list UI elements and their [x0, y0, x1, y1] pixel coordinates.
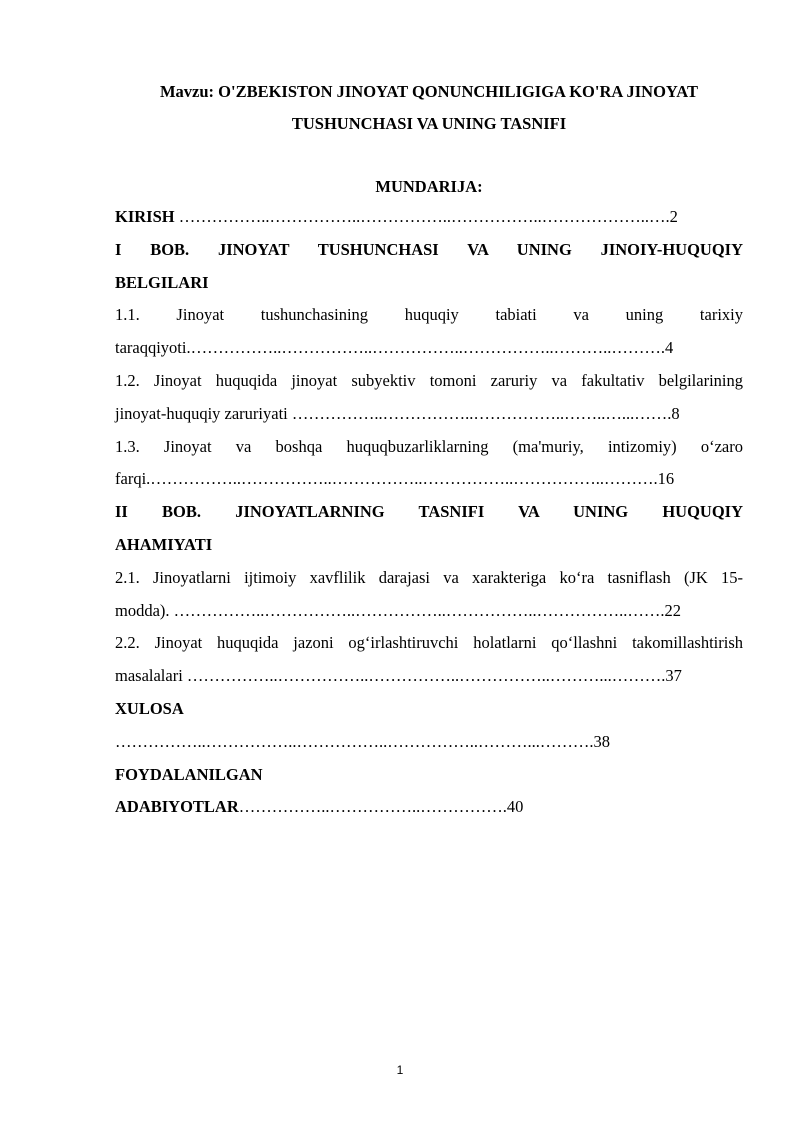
- toc-entry-line: BELGILARI: [115, 272, 209, 292]
- toc-entry-chapter-1: [115, 234, 743, 300]
- toc-entry-section-1-3: [115, 431, 743, 497]
- toc-entry-line: II BOB. JINOYATLARNING TASNIFI VA UNING HUQUQIY: [115, 502, 743, 522]
- document-title: [115, 76, 743, 140]
- toc-entry-line: 2.1. Jinoyatlarni ijtimoiy xavflilik darajasi va xarakteriga ko‘ra tasniflash (JK 15-: [115, 567, 743, 587]
- toc-entry-kirish: [115, 201, 743, 234]
- toc-entry-label: FOYDALANILGAN: [115, 764, 263, 784]
- toc-entry-line: 1.2. Jinoyat huquqida jinoyat subyektiv tomoni zaruriy va fakultativ belgilarining: [115, 370, 743, 390]
- toc-entry-line: taraqqiyoti.……………..……………..……………..……………..………..……….4: [115, 338, 674, 358]
- toc-entry-label: ADABIYOTLAR: [115, 797, 239, 817]
- toc-entry-line: jinoyat-huquqiy zaruriyati ……………..……………..……………..……..…...…….8: [115, 403, 680, 423]
- title-line-1: Mavzu: O'ZBEKISTON JINOYAT QONUNCHILIGIGA KO'RA JINOYAT: [159, 82, 699, 101]
- toc-entry-line: I BOB. JINOYAT TUSHUNCHASI VA UNING JINOIY-HUQUQIY: [115, 239, 743, 259]
- toc-entry-label: KIRISH: [115, 207, 175, 226]
- toc-entry-label: XULOSA: [115, 698, 184, 718]
- toc-entry-chapter-2: [115, 496, 743, 562]
- toc-entry-section-1-1: [115, 299, 743, 365]
- table-of-contents: [115, 201, 743, 824]
- title-line-2: TUSHUNCHASI VA UNING TASNIFI: [291, 114, 567, 133]
- toc-entry-section-2-1: [115, 562, 743, 628]
- toc-entry-leader: ……………..……………..……………..……………..………...……….38: [115, 731, 610, 751]
- toc-entry-line: 1.1. Jinoyat tushunchasining huquqiy tabiati va uning tarixiy: [115, 305, 743, 325]
- toc-entry-line: modda). ……………..……………..……………..……………..……………..…….22: [115, 600, 682, 620]
- toc-entry-leader: ……………..……………..……………..……………..………………..….2: [174, 207, 678, 226]
- toc-entry-line: AHAMIYATI: [115, 534, 213, 554]
- toc-entry-line: 2.2. Jinoyat huquqida jazoni og‘irlashtiruvchi holatlarni qo‘llashni takomillashtirish: [115, 633, 743, 653]
- toc-entry-section-1-2: [115, 365, 743, 431]
- toc-heading: MUNDARIJA:: [375, 177, 483, 196]
- toc-entry-references: [115, 759, 743, 825]
- toc-entry-line: 1.3. Jinoyat va boshqa huquqbuzarliklarning (ma'muriy, intizomiy) o‘zaro: [115, 436, 743, 456]
- page-number: 1: [396, 1063, 404, 1077]
- toc-entry-line: farqi.……………..……………..……………..……………..……………..……….16: [115, 469, 675, 489]
- toc-entry-section-2-2: [115, 627, 743, 693]
- toc-entry-leader: ……………..……………..…………….40: [238, 797, 524, 817]
- toc-entry-line: masalalari ……………..……………..……………..……………..………...……….37: [115, 666, 682, 686]
- toc-entry-xulosa: [115, 693, 743, 759]
